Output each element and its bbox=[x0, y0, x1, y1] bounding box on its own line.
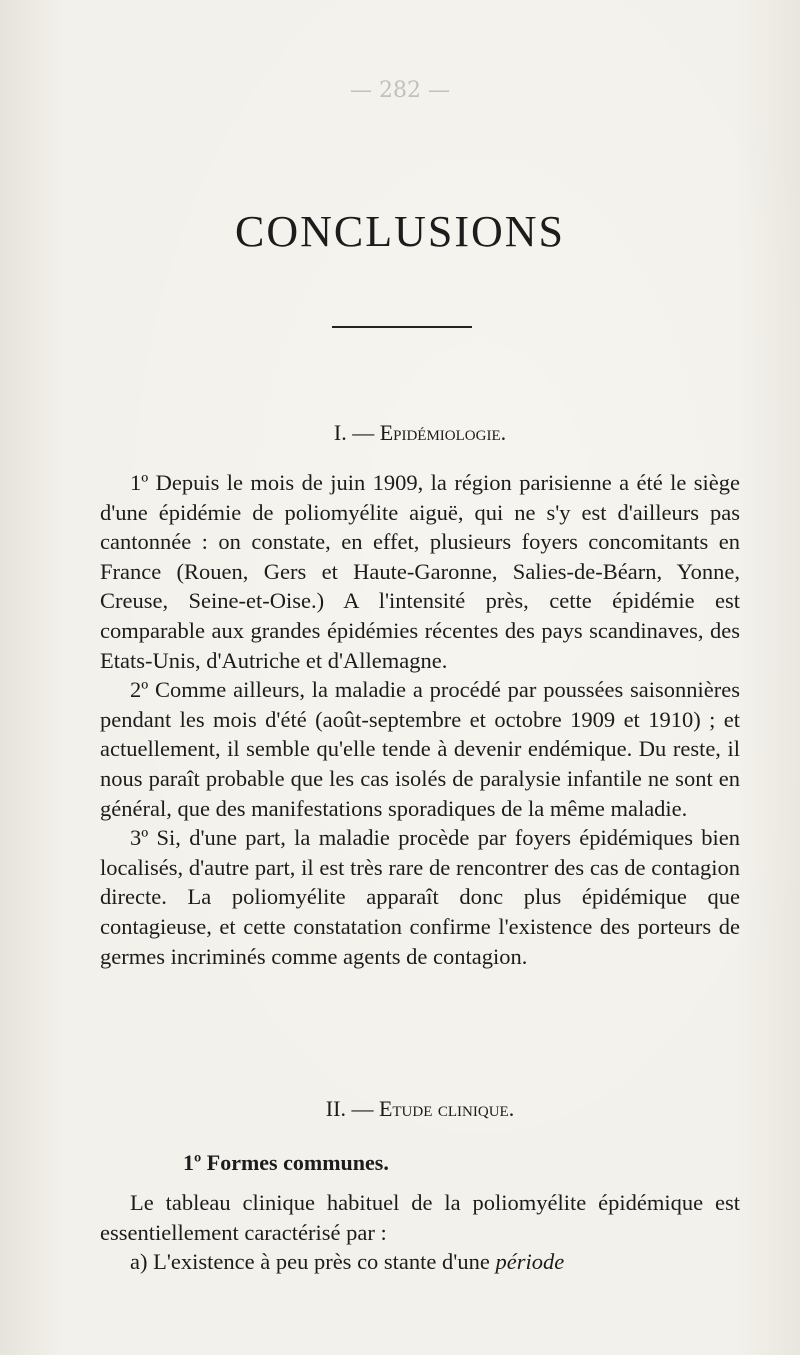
page-title: CONCLUSIONS bbox=[234, 207, 566, 256]
section-title: Etude clinique. bbox=[378, 1096, 515, 1121]
section-heading-etude-clinique bbox=[100, 1096, 740, 1122]
paragraph: Le tableau clinique habituel de la poliomyélite épidémique est essentiellement caractérisé par : bbox=[100, 1190, 740, 1245]
paragraph: 3º Si, d'une part, la maladie procède par foyers épidémiques bien localisés, d'autre part, il est très rare de rencontrer des cas de contagion directe. La poliomyélite apparaît donc plus épidémique que contagieuse, et cette constatation confirme l'existence des porteurs de germes incriminés comme agents de contagion. bbox=[100, 825, 740, 969]
last-line-italic: période bbox=[495, 1249, 565, 1275]
section-body-epidemiologie bbox=[100, 468, 740, 971]
paragraph: 1º Depuis le mois de juin 1909, la région parisienne a été le siège d'une épidémie de poliomyélite aiguë, qui ne s'y est d'ailleurs pas cantonnée : on constate, en effet, plusieurs foyers concomitants en France (Rouen, Gers et Haute-Garonne, Salies-de-Béarn, Yonne, Creuse, Seine-et-Oise.) A l'intensité près, cette épidémie est comparable aux grandes épidémies récentes des pays scandinaves, des Etats-Unis, d'Autriche et d'Allemagne. bbox=[100, 470, 740, 673]
section-number: II. — bbox=[325, 1096, 374, 1121]
paragraph-last-line bbox=[100, 1247, 740, 1277]
title-divider bbox=[332, 326, 472, 328]
paragraph: 2º Comme ailleurs, la maladie a procédé par poussées saisonnières pendant les mois d'été (août-septembre et octobre 1909 et 1910) ; et actuellement, il semble qu'elle tende à devenir endémique. Du reste, il nous paraît probable que les cas isolés de paralysie infantile ne sont en général, que des manifestations sporadiques de la même maladie. bbox=[100, 677, 740, 821]
page-number: — 282 — bbox=[350, 78, 450, 103]
last-line-text: a) L'existence à peu près co stante d'une bbox=[130, 1249, 496, 1275]
section-heading-epidemiologie bbox=[100, 420, 740, 446]
section-body-etude-clinique bbox=[100, 1188, 740, 1277]
subheading-formes-communes: 1º Formes communes. bbox=[183, 1150, 389, 1175]
section-number: I. — bbox=[333, 420, 375, 445]
section-title: Epidémiologie. bbox=[379, 420, 507, 445]
